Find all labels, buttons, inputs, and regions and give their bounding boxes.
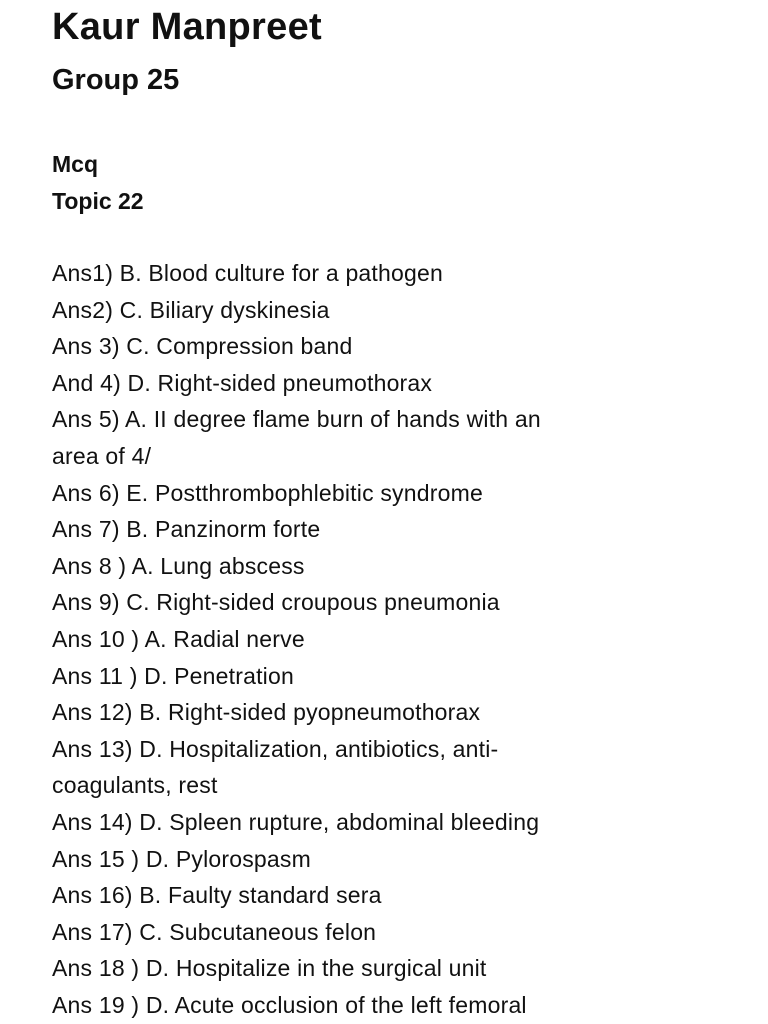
answer-line: Ans 9) C. Right-sided croupous pneumonia — [52, 589, 500, 616]
assignment-type: Mcq — [52, 151, 98, 177]
answer-line: Ans 19 ) D. Acute occlusion of the left femoral — [52, 991, 527, 1018]
answer-line: Ans 14) D. Spleen rupture, abdominal bleeding — [52, 808, 540, 835]
answer-line: Ans2) C. Biliary dyskinesia — [52, 296, 330, 323]
group-label: Group 25 — [52, 64, 180, 96]
answer-line: Ans 11 ) D. Penetration — [52, 662, 294, 689]
answer-line: Ans 8 ) A. Lung abscess — [52, 552, 305, 579]
answer-line: coagulants, rest — [52, 772, 218, 799]
answer-line: Ans1) B. Blood culture for a pathogen — [52, 260, 443, 286]
answer-line: Ans 16) B. Faulty standard sera — [52, 882, 382, 909]
answer-line: Ans 15 ) D. Pylorospasm — [52, 845, 311, 872]
answer-line: Ans 18 ) D. Hospitalize in the surgical unit — [52, 955, 487, 982]
answer-line: area of 4/ — [52, 442, 152, 469]
answer-line: Ans 17) C. Subcutaneous felon — [52, 918, 377, 945]
answer-line: Ans 5) A. II degree flame burn of hands with an — [52, 406, 541, 433]
answer-line: And 4) D. Right-sided pneumothorax — [52, 369, 433, 396]
answer-line: Ans 10 ) A. Radial nerve — [52, 625, 305, 652]
student-name: Kaur Manpreet — [52, 6, 322, 48]
answer-line: Ans 6) E. Postthrombophlebitic syndrome — [52, 479, 483, 506]
answer-line: Ans 3) C. Compression band — [52, 333, 353, 360]
answer-line: Ans 7) B. Panzinorm forte — [52, 516, 321, 543]
answer-line: Ans 13) D. Hospitalization, antibiotics, anti- — [52, 735, 499, 762]
assignment-meta — [52, 146, 144, 220]
topic-label: Topic 22 — [52, 188, 144, 214]
answer-line: Ans 12) B. Right-sided pyopneumothorax — [52, 699, 481, 726]
answer-list — [52, 255, 752, 1023]
